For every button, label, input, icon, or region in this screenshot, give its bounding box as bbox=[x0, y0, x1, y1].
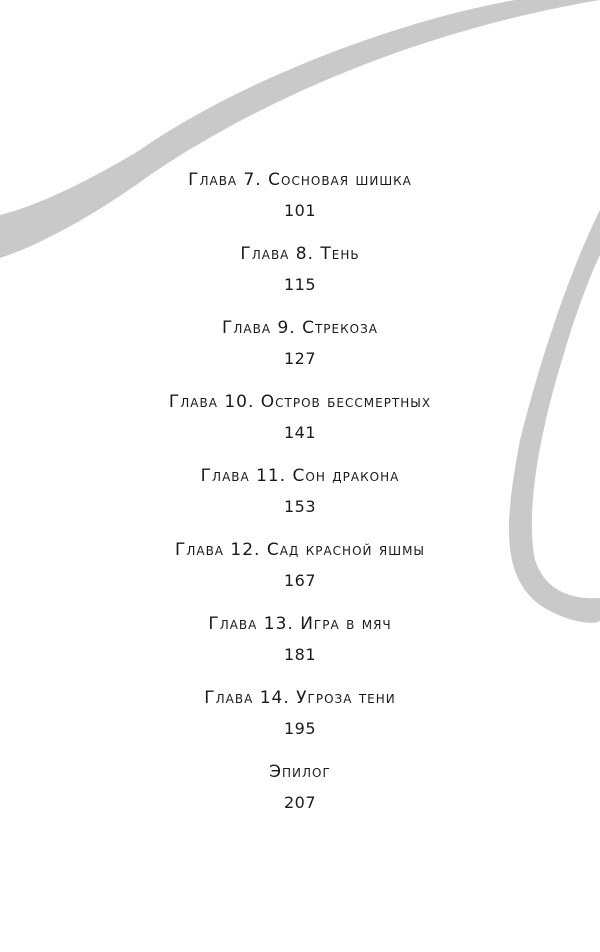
chapter-title: Глава 7. Сосновая шишка bbox=[188, 170, 412, 190]
chapter-title: Эпилог bbox=[269, 762, 331, 782]
toc-entry bbox=[0, 240, 600, 302]
page-number: 181 bbox=[283, 645, 317, 664]
chapter-title: Глава 9. Стрекоза bbox=[222, 318, 378, 338]
toc-entry bbox=[0, 684, 600, 746]
page-number: 167 bbox=[283, 571, 317, 590]
toc-entry bbox=[0, 758, 600, 820]
page-number: 195 bbox=[283, 719, 317, 738]
chapter-title: Глава 8. Тень bbox=[240, 244, 360, 264]
page-number: 207 bbox=[283, 793, 317, 812]
toc-entry bbox=[0, 462, 600, 524]
chapter-title: Глава 10. Остров бессмертных bbox=[168, 392, 432, 412]
chapter-title: Глава 11. Сон дракона bbox=[200, 466, 400, 486]
page-number: 153 bbox=[283, 497, 317, 516]
toc-entry bbox=[0, 314, 600, 376]
toc-entry bbox=[0, 388, 600, 450]
toc-entry bbox=[0, 536, 600, 598]
toc-entry bbox=[0, 610, 600, 672]
page-number: 127 bbox=[283, 349, 317, 368]
chapter-title: Глава 14. Угроза тени bbox=[204, 688, 396, 708]
toc-entry bbox=[0, 166, 600, 228]
page-number: 101 bbox=[283, 201, 317, 220]
chapter-title: Глава 12. Сад красной яшмы bbox=[174, 540, 426, 560]
chapter-title: Глава 13. Игра в мяч bbox=[208, 614, 392, 634]
page-number: 115 bbox=[283, 275, 317, 294]
page-number: 141 bbox=[283, 423, 317, 442]
